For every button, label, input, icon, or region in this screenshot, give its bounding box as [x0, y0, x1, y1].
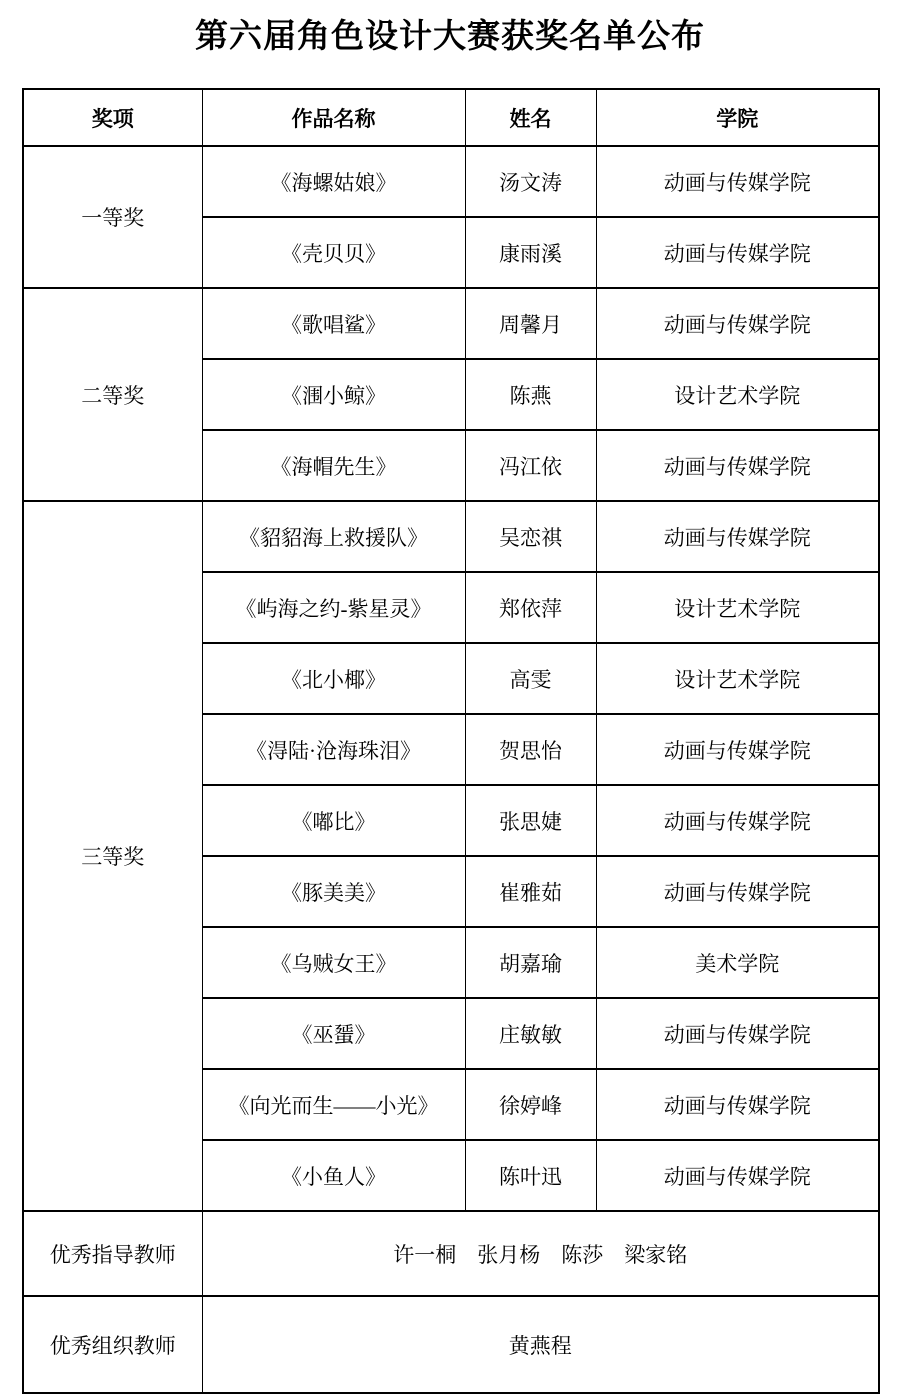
college-cell: 动画与传媒学院	[596, 146, 879, 217]
teacher-label-cell-guiding: 优秀指导教师	[23, 1211, 202, 1296]
name-cell: 汤文涛	[465, 146, 596, 217]
table-row	[23, 146, 879, 217]
awards-table	[22, 88, 880, 1394]
name-cell: 周馨月	[465, 288, 596, 359]
work-cell: 《北小椰》	[202, 643, 465, 714]
college-cell: 动画与传媒学院	[596, 785, 879, 856]
college-cell: 动画与传媒学院	[596, 430, 879, 501]
name-cell: 贺思怡	[465, 714, 596, 785]
name-cell: 冯江依	[465, 430, 596, 501]
college-cell: 设计艺术学院	[596, 359, 879, 430]
college-cell: 美术学院	[596, 927, 879, 998]
college-cell: 设计艺术学院	[596, 572, 879, 643]
work-cell: 《豚美美》	[202, 856, 465, 927]
work-cell: 《乌贼女王》	[202, 927, 465, 998]
award-group-cell-third: 三等奖	[23, 501, 202, 1211]
teacher-names-cell-guiding: 许一桐 张月杨 陈莎 梁家铭	[202, 1211, 879, 1296]
work-cell: 《嘟比》	[202, 785, 465, 856]
work-cell: 《小鱼人》	[202, 1140, 465, 1211]
work-cell: 《淂陆·沧海珠泪》	[202, 714, 465, 785]
table-row	[23, 288, 879, 359]
page-title: 第六届角色设计大赛获奖名单公布	[195, 19, 705, 55]
work-cell: 《歌唱鲨》	[202, 288, 465, 359]
college-cell: 动画与传媒学院	[596, 1140, 879, 1211]
teacher-names-cell-organizing: 黄燕程	[202, 1296, 879, 1393]
header-cell-name: 姓名	[465, 89, 596, 146]
header-row	[23, 89, 879, 146]
header-cell-award: 奖项	[23, 89, 202, 146]
name-cell: 高雯	[465, 643, 596, 714]
award-group-cell-second: 二等奖	[23, 288, 202, 501]
college-cell: 动画与传媒学院	[596, 501, 879, 572]
college-cell: 动画与传媒学院	[596, 714, 879, 785]
name-cell: 陈燕	[465, 359, 596, 430]
work-cell: 《壳贝贝》	[202, 217, 465, 288]
college-cell: 动画与传媒学院	[596, 288, 879, 359]
teacher-label-cell-organizing: 优秀组织教师	[23, 1296, 202, 1393]
name-cell: 崔雅茹	[465, 856, 596, 927]
award-group-cell-first: 一等奖	[23, 146, 202, 288]
work-cell: 《向光而生——小光》	[202, 1069, 465, 1140]
name-cell: 张思婕	[465, 785, 596, 856]
college-cell: 动画与传媒学院	[596, 998, 879, 1069]
name-cell: 胡嘉瑜	[465, 927, 596, 998]
header-cell-college: 学院	[596, 89, 879, 146]
work-cell: 《屿海之约-紫星灵》	[202, 572, 465, 643]
work-cell: 《海帽先生》	[202, 430, 465, 501]
college-cell: 动画与传媒学院	[596, 217, 879, 288]
name-cell: 郑依萍	[465, 572, 596, 643]
college-cell: 动画与传媒学院	[596, 856, 879, 927]
name-cell: 庄敏敏	[465, 998, 596, 1069]
table-row	[23, 1296, 879, 1393]
table-row	[23, 501, 879, 572]
table-row	[23, 1211, 879, 1296]
header-cell-work: 作品名称	[202, 89, 465, 146]
name-cell: 吴恋祺	[465, 501, 596, 572]
name-cell: 康雨溪	[465, 217, 596, 288]
work-cell: 《貂貂海上救援队》	[202, 501, 465, 572]
college-cell: 动画与传媒学院	[596, 1069, 879, 1140]
college-cell: 设计艺术学院	[596, 643, 879, 714]
name-cell: 徐婷峰	[465, 1069, 596, 1140]
work-cell: 《涠小鲸》	[202, 359, 465, 430]
work-cell: 《海螺姑娘》	[202, 146, 465, 217]
name-cell: 陈叶迅	[465, 1140, 596, 1211]
work-cell: 《巫蜑》	[202, 998, 465, 1069]
